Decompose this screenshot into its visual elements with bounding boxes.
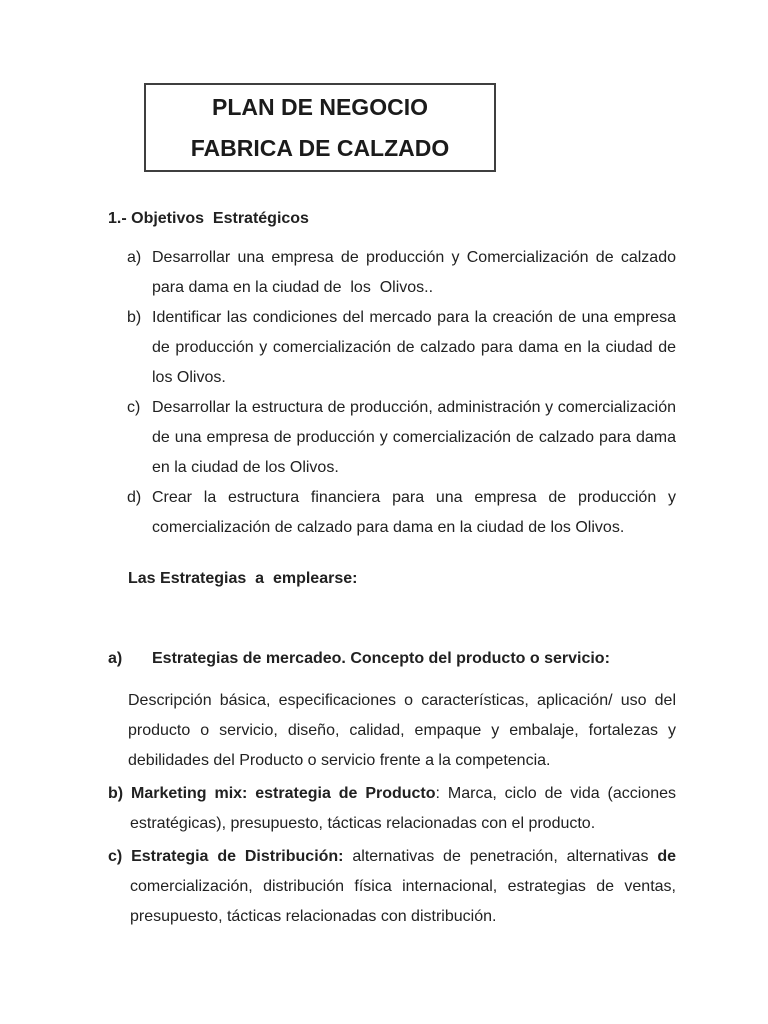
list-item: [108, 483, 681, 543]
list-item-text: Desarrollar la estructura de producción, administración y comercialización de una empresa de producción y comercialización de calzado para dama en la ciudad de los Olivos.: [152, 399, 681, 476]
list-item-text: Identificar las condiciones del mercado para la creación de una empresa de producción y comercialización de calzado para dama en la ciudad de los Olivos.: [152, 309, 685, 386]
list-item-label: a): [127, 249, 142, 266]
strategy-c-normal-text-1: alternativas de penetración, alternativas: [352, 848, 658, 865]
strategy-c-bold-text-1: c) Estrategia de Distribución:: [108, 848, 353, 865]
strategy-a-heading: [108, 644, 676, 674]
strategy-a-paragraph: Descripción básica, especificaciones o características, aplicación/ uso del producto o servicio, diseño, calidad, empaque y embalaje, fortalezas y debilidades del Producto o servicio frente a la competencia.: [128, 692, 681, 769]
list-item-text: Crear la estructura financiera para una empresa de producción y comercialización de calzado para dama en la ciudad de los Olivos.: [152, 489, 681, 536]
strategies-heading: Las Estrategias a emplearse:: [128, 570, 358, 587]
objectives-list: [108, 243, 685, 543]
document-body: [108, 204, 685, 932]
strategy-a-heading-text: Estrategias de mercadeo. Concepto del producto o servicio:: [152, 650, 610, 667]
list-item: [108, 303, 685, 393]
strategy-b-bold-text: b) Marketing mix: estrategia de Producto: [108, 785, 436, 802]
list-item-label: b): [127, 309, 142, 326]
strategy-c-normal-text-2: comercialización, distribución física internacional, estrategias de ventas, presupuesto, tácticas relacionadas con distribución.: [130, 848, 681, 925]
section-heading-objetivos: 1.- Objetivos Estratégicos: [108, 210, 309, 227]
strategy-b-normal-text: : Marca, ciclo de vida (acciones estratégicas), presupuesto, tácticas relacionadas con el producto.: [130, 785, 681, 832]
strategy-a-label: a): [108, 650, 123, 667]
document-title-line2: FABRICA DE CALZADO: [190, 134, 450, 161]
list-item: [108, 243, 681, 303]
strategy-c-paragraph: [108, 842, 681, 932]
list-item-label: c): [127, 399, 141, 416]
document-title-line1: PLAN DE NEGOCIO: [212, 93, 428, 120]
title-box: [144, 83, 496, 172]
list-item: [108, 393, 681, 483]
list-item-label: d): [127, 489, 142, 506]
strategy-b-paragraph: [108, 779, 681, 839]
strategy-c-bold-text-2: de: [657, 848, 676, 865]
list-item-text: Desarrollar una empresa de producción y Comercialización de calzado para dama en la ciudad de los Olivos..: [152, 249, 681, 296]
